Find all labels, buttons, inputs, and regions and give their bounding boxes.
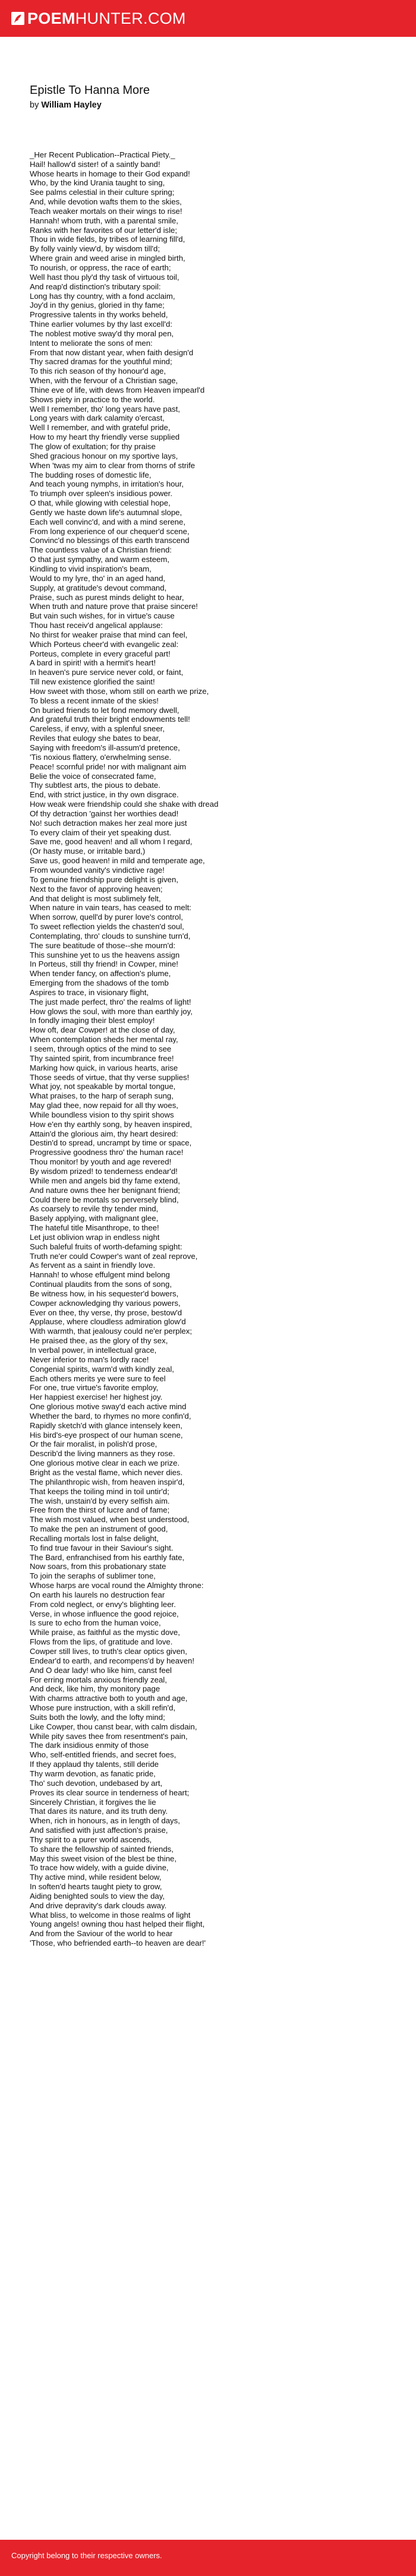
poem-line: What bliss, to welcome in those realms of light xyxy=(30,1910,191,1920)
poem-line: Intent to meliorate the sons of men: xyxy=(30,338,153,348)
poem-line: In heaven's pure service never cold, or faint, xyxy=(30,668,184,677)
poem-line: The budding roses of domestic life, xyxy=(30,470,152,479)
poem-line: How oft, dear Cowper! at the close of day, xyxy=(30,1025,175,1035)
poem-line: Be witness how, in his sequester'd bowers, xyxy=(30,1289,179,1298)
poem-line: Thy subtlest arts, the pious to debate. xyxy=(30,781,160,790)
brand-light: HUNTER.COM xyxy=(75,9,186,27)
poem-line: Truth ne'er could Cowper's want of zeal reprove, xyxy=(30,1251,198,1261)
poem-line: When tender fancy, on affection's plume, xyxy=(30,969,171,978)
poem-content xyxy=(0,83,416,1948)
poem-line: Who, by the kind Urania taught to sing, xyxy=(30,178,165,188)
poem-line: This sunshine yet to us the heavens assign xyxy=(30,950,180,959)
poem-line: A bard in spirit! with a hermit's heart! xyxy=(30,658,156,668)
poem-line: Where grain and weed arise in mingled birth, xyxy=(30,254,185,263)
poem-line: And teach young nymphs, in irritation's hour, xyxy=(30,479,184,489)
poem-line: While boundless vision to thy spirit shows xyxy=(30,1110,174,1119)
poem-line: When truth and nature prove that praise sincere! xyxy=(30,602,198,611)
poem-line: Saying with freedom's ill-assum'd pretence, xyxy=(30,743,180,752)
poem-line: When, with the fervour of a Christian sage, xyxy=(30,376,178,386)
poem-line: Her happiest exercise! her highest joy. xyxy=(30,1393,163,1402)
poem-line: He praised thee, as the glory of thy sex, xyxy=(30,1336,168,1346)
poem-line: Save us, good heaven! in mild and temperate age, xyxy=(30,856,205,866)
poem-line: Teach weaker mortals on their wings to rise! xyxy=(30,206,182,216)
poem-line: Thy warm devotion, as fanatic pride, xyxy=(30,1769,156,1778)
poem-line: Well hast thou ply'd thy task of virtuous toil, xyxy=(30,272,179,282)
poem-line: Peace! scornful pride! nor with malignant aim xyxy=(30,762,187,771)
poem-body xyxy=(30,150,386,1948)
poem-line: By folly vainly view'd, by wisdom till'd; xyxy=(30,244,160,254)
poem-line: Thou in wide fields, by tribes of learning fill'd, xyxy=(30,235,185,244)
poem-line: Emerging from the shadows of the tomb xyxy=(30,978,169,988)
poem-line: Free from the thirst of lucre and of fame; xyxy=(30,1505,170,1515)
poem-line: And reap'd distinction's tributary spoil: xyxy=(30,282,161,291)
poem-line: O that, while glowing with celestial hope, xyxy=(30,498,171,508)
poem-line: On buried friends to let fond memory dwell, xyxy=(30,705,179,715)
poem-line: The glow of exultation; for thy praise xyxy=(30,442,156,451)
site-logo[interactable] xyxy=(11,11,186,27)
poem-line: To sweet reflection yields the chasten'd soul, xyxy=(30,922,184,932)
poem-line: The just made perfect, thro' the realms of light! xyxy=(30,997,191,1006)
poem-line: With warmth, that jealousy could ne'er perplex; xyxy=(30,1327,192,1336)
poem-line: The wish most valued, when best understood, xyxy=(30,1515,190,1524)
poem-line: Of thy detraction 'gainst her worthies dead! xyxy=(30,809,179,818)
poem-line: Never inferior to man's lordly race! xyxy=(30,1355,149,1364)
poem-line: Long has thy country, with a fond acclaim, xyxy=(30,291,175,301)
poem-line: And nature owns thee her benignant friend; xyxy=(30,1185,180,1195)
poem-line: Well I remember, and with grateful pride, xyxy=(30,423,171,433)
poem-line: And from the Saviour of the world to hear xyxy=(30,1929,173,1939)
poem-line: When 'twas my aim to clear from thorns of strife xyxy=(30,460,196,470)
poem-line: _Her Recent Publication--Practical Piety._ xyxy=(30,150,175,159)
poem-line: The philanthropic wish, from heaven inspir'd, xyxy=(30,1477,185,1486)
poem-line: How e'en thy earthly song, by heaven inspired, xyxy=(30,1119,193,1129)
poem-line: Whether the bard, to rhymes no more confin'd, xyxy=(30,1411,191,1420)
poem-line: In Porteus, still thy friend! in Cowper, mine! xyxy=(30,959,178,969)
poem-line: Careless, if envy, with a splenful sneer, xyxy=(30,724,165,734)
poem-line: One glorious motive sway'd each active mind xyxy=(30,1402,187,1412)
poem-line: On earth his laurels no destruction fear xyxy=(30,1590,165,1599)
poem-line: Contemplating, thro' clouds to sunshine turn'd, xyxy=(30,931,191,940)
poem-line: Joy'd in thy genius, gloried in thy fame; xyxy=(30,301,165,310)
poem-line: Thine eve of life, with dews from Heaven impearl'd xyxy=(30,385,205,394)
poem-line: Marking how quick, in various hearts, arise xyxy=(30,1063,178,1072)
poem-line: To find true favour in their Saviour's sight. xyxy=(30,1543,174,1552)
poem-line: When nature in vain tears, has ceased to melt: xyxy=(30,903,191,913)
poem-line: Young angels! owning thou hast helped their flight, xyxy=(30,1920,205,1929)
poem-line: How weak were friendship could she shake with dread xyxy=(30,800,219,809)
poem-line: Whose pure instruction, with a skill refin'd, xyxy=(30,1703,176,1713)
poem-line: With charms attractive both to youth and age, xyxy=(30,1694,188,1703)
poem-line: Flows from the lips, of gratitude and love. xyxy=(30,1637,173,1647)
poem-line: One glorious motive clear in each we prize. xyxy=(30,1459,180,1468)
poem-line: To join the seraphs of sublimer tone, xyxy=(30,1571,156,1581)
poem-line: Such baleful fruits of worth-defaming spight: xyxy=(30,1242,182,1251)
poem-line: Thy spirit to a purer world ascends, xyxy=(30,1835,152,1844)
poem-line: Rapidly sketch'd with glance intensely keen, xyxy=(30,1420,182,1430)
poem-line: Till new existence glorified the saint! xyxy=(30,677,155,687)
poem-line: That dares its nature, and its truth deny. xyxy=(30,1807,168,1816)
poem-line: As fervent as a saint in friendly love. xyxy=(30,1261,156,1270)
poem-line: Suits both the lowly, and the lofty mind; xyxy=(30,1712,165,1722)
poem-line: (Or hasty muse, or irritable bard,) xyxy=(30,847,146,856)
poem-line: Let just oblivion wrap in endless night xyxy=(30,1232,160,1242)
poem-line: Hannah! whom truth, with a parental smile, xyxy=(30,216,178,225)
poem-line: The wish, unstain'd by every selfish aim. xyxy=(30,1496,170,1505)
poem-line: Progressive talents in thy works beheld, xyxy=(30,310,168,320)
poem-line: That keeps the toiling mind in toil untir'd; xyxy=(30,1486,169,1496)
author-link[interactable]: William Hayley xyxy=(41,100,102,110)
poem-line: Ranks with her favorites of our letter'd isle; xyxy=(30,225,178,235)
poem-line: While praise, as faithful as the mystic dove, xyxy=(30,1628,180,1637)
poem-line: Congenial spirits, warm'd with kindly zeal, xyxy=(30,1364,174,1374)
poem-line: Reviles that eulogy she bates to bear, xyxy=(30,734,160,743)
poem-line: To triumph over spleen's insidious power. xyxy=(30,489,173,498)
poem-line: The sure beatitude of those--she mourn'd: xyxy=(30,940,176,950)
poem-line: Shows piety in practice to the world. xyxy=(30,394,155,404)
site-logo-text xyxy=(27,11,186,27)
poem-line: Bright as the vestal flame, which never dies. xyxy=(30,1467,183,1477)
poem-line: For one, true virtue's favorite employ, xyxy=(30,1383,159,1393)
poem-line: May this sweet vision of the blest be thine, xyxy=(30,1854,177,1863)
poem-line: The dark insidious enmity of those xyxy=(30,1741,149,1750)
poem-line: Porteus, complete in every graceful part! xyxy=(30,649,171,658)
byline-prefix: by xyxy=(30,100,39,110)
poem-line: To nourish, or oppress, the race of earth; xyxy=(30,263,171,272)
poem-line: To trace how widely, with a guide divine, xyxy=(30,1863,169,1873)
poem-line: Aiding benighted souls to view the day, xyxy=(30,1891,165,1901)
poem-line: The hateful title Misanthrope, to thee! xyxy=(30,1223,159,1233)
poem-line: And grateful truth their bright endowments tell! xyxy=(30,715,190,724)
poem-line: From wounded vanity's vindictive rage! xyxy=(30,865,165,875)
poem-line: Recalling mortals lost in false delight, xyxy=(30,1533,159,1543)
poem-line: In verbal power, in intellectual grace, xyxy=(30,1346,157,1355)
poem-line: Shed gracious honour on my sportive lays, xyxy=(30,451,178,460)
poem-line: See palms celestial in their culture spring; xyxy=(30,188,175,197)
poem-line: When contemplation sheds her mental ray, xyxy=(30,1035,178,1044)
poem-line: Could there be mortals so perversely blind, xyxy=(30,1195,179,1204)
site-header xyxy=(0,0,416,37)
poem-line: No thirst for weaker praise that mind can feel, xyxy=(30,630,188,639)
poem-line: What praises, to the harp of seraph sung, xyxy=(30,1091,174,1101)
poem-line: Destin'd to spread, uncrampt by time or space, xyxy=(30,1138,192,1148)
poem-line: Which Porteus cheer'd with evangelic zeal: xyxy=(30,639,179,649)
poem-line: Thy active mind, while resident below, xyxy=(30,1873,162,1882)
poem-line: May glad thee, now repaid for all thy woes, xyxy=(30,1101,178,1110)
poem-title: Epistle To Hanna More xyxy=(30,84,150,97)
poem-line: What joy, not speakable by mortal tongue, xyxy=(30,1082,176,1091)
poem-line: And that delight is most sublimely felt, xyxy=(30,894,161,903)
poem-line: Save me, good heaven! and all whom I regard, xyxy=(30,837,193,847)
poem-line: Now soars, from this probationary state xyxy=(30,1562,166,1571)
poem-line: 'Tis noxious flattery, o'erwhelming sense. xyxy=(30,752,172,762)
poem-line: And O dear lady! who like him, canst feel xyxy=(30,1665,172,1675)
poem-line: Like Cowper, thou canst bear, with calm disdain, xyxy=(30,1722,197,1731)
feather-icon xyxy=(11,12,24,25)
poem-line: Proves its clear source in tenderness of heart; xyxy=(30,1788,190,1797)
poem-line: Verse, in whose influence the good rejoice, xyxy=(30,1609,179,1618)
poem-line: Progressive goodness thro' the human race! xyxy=(30,1148,184,1157)
poem-line: Hannah! to whose effulgent mind belong xyxy=(30,1270,170,1280)
poem-line: Thine earlier volumes by thy last excell'd: xyxy=(30,320,172,329)
poem-line: Applause, where cloudless admiration glow'd xyxy=(30,1317,186,1327)
poem-line: Supply, at gratitude's devout command, xyxy=(30,583,167,592)
poem-line: Endear'd to earth, and recompens'd by heaven! xyxy=(30,1656,195,1665)
poem-line: I seem, through optics of the mind to see xyxy=(30,1044,172,1053)
poem-line: The noblest motive sway'd thy moral pen, xyxy=(30,329,174,338)
poem-line: As coarsely to revile thy tender mind, xyxy=(30,1204,159,1214)
poem-line: From cold neglect, or envy's blighting leer. xyxy=(30,1599,176,1609)
poem-line: Well I remember, tho' long years have past, xyxy=(30,404,180,413)
poem-line: To share the fellowship of sainted friends, xyxy=(30,1844,174,1854)
poem-line: To bless a recent inmate of the skies! xyxy=(30,696,159,705)
poem-line: Hail! hallow'd sister! of a saintly band! xyxy=(30,159,160,169)
poem-line: Belie the voice of consecrated fame, xyxy=(30,771,156,781)
byline xyxy=(30,100,386,111)
poem-line: And drive depravity's dark clouds away. xyxy=(30,1901,167,1910)
poem-line: Each well convinc'd, and with a mind serene, xyxy=(30,517,186,526)
poem-line: Thou hast receiv'd angelical applause: xyxy=(30,621,163,630)
poem-line: Convinc'd no blessings of this earth transcend xyxy=(30,536,190,545)
poem-line: Sincerely Christian, it forgives the lie xyxy=(30,1797,156,1807)
poem-line: While pity saves thee from resentment's pain, xyxy=(30,1731,188,1741)
poem-line: When, rich in honours, as in length of days, xyxy=(30,1816,180,1826)
poem-line: Thy sacred dramas for the youthful mind; xyxy=(30,357,172,367)
poem-line: To genuine friendship pure delight is given, xyxy=(30,875,178,884)
site-footer xyxy=(0,2540,416,2576)
poem-line: Whose hearts in homage to their God expand! xyxy=(30,169,190,178)
poem-line: And deck, like him, thy monitory page xyxy=(30,1684,160,1694)
poem-line: Ever on thee, thy verse, thy prose, bestow'd xyxy=(30,1308,182,1317)
poem-line: Or the fair moralist, in polish'd prose, xyxy=(30,1439,157,1449)
poem-line: Would to my lyre, tho' in an aged hand, xyxy=(30,573,166,583)
poem-line: The Bard, enfranchised from his earthly fate, xyxy=(30,1552,185,1562)
poem-line: In fondly imaging their blest employ! xyxy=(30,1016,155,1025)
poem-line: To make the pen an instrument of good, xyxy=(30,1524,168,1534)
poem-line: Cowper still lives, to truth's clear optics given, xyxy=(30,1647,187,1656)
poem-line: Cowper acknowledging thy various powers, xyxy=(30,1298,181,1308)
poem-line: His bird's-eye prospect of our human scene, xyxy=(30,1430,183,1439)
poem-line: When sorrow, quell'd by purer love's control, xyxy=(30,913,183,922)
poem-line: In soften'd hearts taught piety to grow, xyxy=(30,1882,162,1892)
poem-line: O that just sympathy, and warm esteem, xyxy=(30,555,170,564)
poem-line: Long years with dark calamity o'ercast, xyxy=(30,413,165,423)
poem-line: Thou monitor! by youth and age revered! xyxy=(30,1157,172,1167)
poem-line: Who, self-entitled friends, and secret foes, xyxy=(30,1750,177,1760)
poem-line: For erring mortals anxious friendly zeal, xyxy=(30,1675,167,1684)
poem-line: End, with strict justice, in thy own disgrace. xyxy=(30,790,179,800)
poem-line: Thy sainted spirit, from incumbrance free! xyxy=(30,1053,174,1063)
poem-line: To every claim of their yet speaking dust. xyxy=(30,828,172,837)
poem-line: Continual plaudits from the sons of song, xyxy=(30,1280,172,1289)
poem-line: Those seeds of virtue, that thy verse supplies! xyxy=(30,1072,190,1082)
poem-line: Attain'd the glorious aim, thy heart desired: xyxy=(30,1129,178,1138)
poem-line: Describ'd the living manners as they rose. xyxy=(30,1449,175,1459)
poem-line: But vain such wishes, for in virtue's cause xyxy=(30,611,175,621)
poem-line: How glows the soul, with more than earthly joy, xyxy=(30,1006,193,1016)
poem-line: Next to the favor of approving heaven; xyxy=(30,884,163,894)
poem-line: Whose harps are vocal round the Almighty throne: xyxy=(30,1581,204,1590)
poem-line: From long experience of our chequer'd scene, xyxy=(30,526,190,536)
poem-line: And satisfied with just affection's praise, xyxy=(30,1826,168,1835)
poem-line: While men and angels bid thy fame extend, xyxy=(30,1176,180,1185)
poem-line: No! such detraction makes her zeal more just xyxy=(30,818,187,828)
copyright-text: Copyright belong to their respective owners. xyxy=(11,2551,162,2560)
poem-line: Tho' such devotion, undebased by art, xyxy=(30,1778,163,1788)
poem-line: The countless value of a Christian friend: xyxy=(30,545,172,555)
poem-line: Each others merits ye were sure to feel xyxy=(30,1374,166,1383)
poem-line: If they applaud thy talents, still deride xyxy=(30,1760,159,1769)
poem-line: By wisdom prized! to tenderness endear'd! xyxy=(30,1166,178,1176)
poem-line: To this rich season of thy honour'd age, xyxy=(30,367,166,376)
poem-line: How to my heart thy friendly verse supplied xyxy=(30,433,180,442)
poem-line: 'Those, who befriended earth--to heaven are dear!' xyxy=(30,1939,206,1948)
poem-line: Kindling to vivid inspiration's beam, xyxy=(30,564,152,573)
poem-line: Basely applying, with malignant glee, xyxy=(30,1214,159,1223)
poem-line: Praise, such as purest minds delight to hear, xyxy=(30,592,184,602)
poem-line: How sweet with those, whom still on earth we prize, xyxy=(30,686,209,696)
brand-bold: POEM xyxy=(27,9,75,27)
poem-line: Gently we haste down life's autumnal slope, xyxy=(30,507,182,517)
poem-line: Aspires to trace, in visionary flight, xyxy=(30,987,149,997)
poem-line: And, while devotion wafts them to the skies, xyxy=(30,197,182,207)
poem-line: From that now distant year, when faith design'd xyxy=(30,348,194,357)
poem-line: Is sure to echo from the human voice, xyxy=(30,1618,161,1628)
